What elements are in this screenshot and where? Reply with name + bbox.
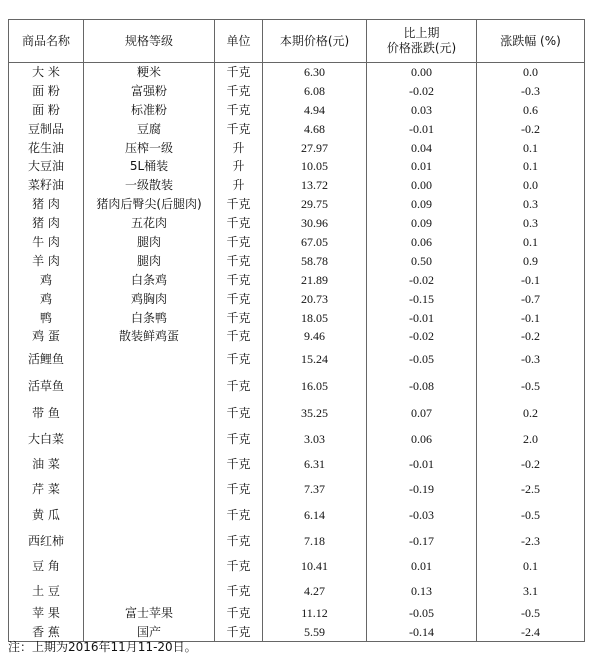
price-cell: 29.75 — [263, 195, 367, 214]
unit-cell: 千克 — [215, 327, 263, 346]
table-row — [9, 101, 585, 120]
spec-cell: 压榨一级 — [84, 139, 215, 158]
spec-cell: 五花肉 — [84, 214, 215, 233]
spec-cell: 一级散装 — [84, 176, 215, 195]
table-row — [9, 195, 585, 214]
unit-cell: 升 — [215, 157, 263, 176]
header-product-name: 商品名称 — [9, 20, 84, 63]
product-name-cell: 豆 角 — [9, 554, 84, 579]
price-cell: 10.05 — [263, 157, 367, 176]
change-cell: 0.00 — [367, 63, 477, 82]
percent-cell: -0.3 — [477, 82, 585, 101]
price-cell: 7.37 — [263, 477, 367, 502]
product-name-cell: 香 蕉 — [9, 623, 84, 642]
spec-cell: 鸡胸肉 — [84, 290, 215, 309]
spec-cell — [84, 529, 215, 554]
unit-cell: 千克 — [215, 400, 263, 427]
spec-cell: 白条鸭 — [84, 309, 215, 328]
spec-cell: 散装鲜鸡蛋 — [84, 327, 215, 346]
spec-cell — [84, 427, 215, 452]
product-name-cell: 鸡 — [9, 271, 84, 290]
product-name-cell: 鸭 — [9, 309, 84, 328]
price-cell: 27.97 — [263, 139, 367, 158]
unit-cell: 千克 — [215, 233, 263, 252]
product-name-cell: 鸡 — [9, 290, 84, 309]
table-row — [9, 252, 585, 271]
percent-cell: -2.3 — [477, 529, 585, 554]
header-change-percent: 涨跌幅 (%) — [477, 20, 585, 63]
change-cell: 0.09 — [367, 214, 477, 233]
unit-cell: 千克 — [215, 195, 263, 214]
unit-cell: 千克 — [215, 252, 263, 271]
spec-cell: 猪肉后臀尖(后腿肉) — [84, 195, 215, 214]
price-cell: 4.68 — [263, 120, 367, 139]
table-row — [9, 346, 585, 373]
unit-cell: 千克 — [215, 346, 263, 373]
price-cell: 15.24 — [263, 346, 367, 373]
table-row — [9, 82, 585, 101]
percent-cell: 0.9 — [477, 252, 585, 271]
spec-cell — [84, 579, 215, 604]
product-name-cell: 菜籽油 — [9, 176, 84, 195]
spec-cell: 国产 — [84, 623, 215, 642]
price-cell: 30.96 — [263, 214, 367, 233]
table-row — [9, 554, 585, 579]
percent-cell: 0.1 — [477, 157, 585, 176]
spec-cell — [84, 373, 215, 400]
spec-cell: 腿肉 — [84, 233, 215, 252]
percent-cell: -0.7 — [477, 290, 585, 309]
spec-cell — [84, 346, 215, 373]
unit-cell: 千克 — [215, 452, 263, 477]
product-name-cell: 大 米 — [9, 63, 84, 82]
price-cell: 7.18 — [263, 529, 367, 554]
unit-cell: 千克 — [215, 120, 263, 139]
price-cell: 6.08 — [263, 82, 367, 101]
percent-cell: -0.5 — [477, 373, 585, 400]
change-cell: 0.09 — [367, 195, 477, 214]
table-row — [9, 529, 585, 554]
change-cell: 0.04 — [367, 139, 477, 158]
percent-cell: -0.2 — [477, 120, 585, 139]
unit-cell: 千克 — [215, 579, 263, 604]
header-price-change-line2: 价格涨跌(元) — [386, 41, 457, 55]
spec-cell: 5L桶装 — [84, 157, 215, 176]
change-cell: -0.01 — [367, 120, 477, 139]
percent-cell: -2.5 — [477, 477, 585, 502]
footnote: 注：上期为2016年11月11-20日。 — [8, 640, 197, 654]
change-cell: -0.05 — [367, 604, 477, 623]
unit-cell: 升 — [215, 139, 263, 158]
percent-cell: -0.1 — [477, 309, 585, 328]
unit-cell: 千克 — [215, 309, 263, 328]
change-cell: 0.06 — [367, 427, 477, 452]
table-row — [9, 579, 585, 604]
table-row — [9, 139, 585, 158]
spec-cell — [84, 477, 215, 502]
unit-cell: 千克 — [215, 63, 263, 82]
product-name-cell: 活草鱼 — [9, 373, 84, 400]
change-cell: -0.17 — [367, 529, 477, 554]
price-cell: 10.41 — [263, 554, 367, 579]
product-name-cell: 鸡 蛋 — [9, 327, 84, 346]
header-row — [9, 20, 585, 63]
table-row — [9, 604, 585, 623]
change-cell: 0.13 — [367, 579, 477, 604]
table-row — [9, 120, 585, 139]
table-row — [9, 373, 585, 400]
spec-cell — [84, 400, 215, 427]
unit-cell: 千克 — [215, 290, 263, 309]
unit-cell: 千克 — [215, 271, 263, 290]
change-cell: -0.01 — [367, 452, 477, 477]
table-row — [9, 309, 585, 328]
change-cell: 0.00 — [367, 176, 477, 195]
table-row — [9, 400, 585, 427]
percent-cell: -0.1 — [477, 271, 585, 290]
unit-cell: 千克 — [215, 214, 263, 233]
product-name-cell: 油 菜 — [9, 452, 84, 477]
table-row — [9, 477, 585, 502]
price-cell: 6.30 — [263, 63, 367, 82]
spec-cell: 粳米 — [84, 63, 215, 82]
header-price-change — [367, 20, 477, 63]
price-cell: 11.12 — [263, 604, 367, 623]
product-name-cell: 带 鱼 — [9, 400, 84, 427]
change-cell: -0.02 — [367, 271, 477, 290]
change-cell: 0.06 — [367, 233, 477, 252]
product-name-cell: 面 粉 — [9, 82, 84, 101]
percent-cell: 0.6 — [477, 101, 585, 120]
table-row — [9, 233, 585, 252]
change-cell: 0.50 — [367, 252, 477, 271]
table-row — [9, 214, 585, 233]
price-cell: 35.25 — [263, 400, 367, 427]
change-cell: 0.01 — [367, 157, 477, 176]
product-name-cell: 黄 瓜 — [9, 502, 84, 529]
price-cell: 67.05 — [263, 233, 367, 252]
product-name-cell: 面 粉 — [9, 101, 84, 120]
percent-cell: 0.3 — [477, 195, 585, 214]
percent-cell: 0.1 — [477, 233, 585, 252]
table-row — [9, 452, 585, 477]
unit-cell: 千克 — [215, 101, 263, 120]
price-cell: 6.14 — [263, 502, 367, 529]
header-current-price: 本期价格(元) — [263, 20, 367, 63]
percent-cell: 0.1 — [477, 139, 585, 158]
unit-cell: 千克 — [215, 604, 263, 623]
spec-cell: 标准粉 — [84, 101, 215, 120]
price-cell: 4.27 — [263, 579, 367, 604]
unit-cell: 千克 — [215, 502, 263, 529]
price-cell: 5.59 — [263, 623, 367, 642]
change-cell: -0.15 — [367, 290, 477, 309]
percent-cell: 0.0 — [477, 176, 585, 195]
change-cell: -0.14 — [367, 623, 477, 642]
price-cell: 4.94 — [263, 101, 367, 120]
unit-cell: 千克 — [215, 554, 263, 579]
spec-cell: 豆腐 — [84, 120, 215, 139]
percent-cell: -0.3 — [477, 346, 585, 373]
price-table — [8, 19, 585, 642]
header-spec-grade: 规格等级 — [84, 20, 215, 63]
price-cell: 6.31 — [263, 452, 367, 477]
table-row — [9, 63, 585, 82]
table-row — [9, 502, 585, 529]
product-name-cell: 大豆油 — [9, 157, 84, 176]
percent-cell: 0.1 — [477, 554, 585, 579]
percent-cell: 0.0 — [477, 63, 585, 82]
unit-cell: 千克 — [215, 373, 263, 400]
table-row — [9, 176, 585, 195]
unit-cell: 千克 — [215, 529, 263, 554]
product-name-cell: 猪 肉 — [9, 195, 84, 214]
header-unit: 单位 — [215, 20, 263, 63]
percent-cell: -0.2 — [477, 452, 585, 477]
spec-cell: 腿肉 — [84, 252, 215, 271]
product-name-cell: 豆制品 — [9, 120, 84, 139]
product-name-cell: 土 豆 — [9, 579, 84, 604]
product-name-cell: 猪 肉 — [9, 214, 84, 233]
percent-cell: 3.1 — [477, 579, 585, 604]
change-cell: -0.02 — [367, 82, 477, 101]
percent-cell: -0.5 — [477, 604, 585, 623]
table-row — [9, 427, 585, 452]
price-cell: 13.72 — [263, 176, 367, 195]
product-name-cell: 花生油 — [9, 139, 84, 158]
table-row — [9, 157, 585, 176]
percent-cell: 0.2 — [477, 400, 585, 427]
product-name-cell: 羊 肉 — [9, 252, 84, 271]
change-cell: -0.02 — [367, 327, 477, 346]
change-cell: 0.03 — [367, 101, 477, 120]
unit-cell: 千克 — [215, 82, 263, 101]
spec-cell: 富强粉 — [84, 82, 215, 101]
percent-cell: -0.5 — [477, 502, 585, 529]
percent-cell: -2.4 — [477, 623, 585, 642]
unit-cell: 千克 — [215, 427, 263, 452]
price-cell: 9.46 — [263, 327, 367, 346]
product-name-cell: 大白菜 — [9, 427, 84, 452]
table-row — [9, 290, 585, 309]
change-cell: -0.19 — [367, 477, 477, 502]
product-name-cell: 活鲤鱼 — [9, 346, 84, 373]
change-cell: 0.07 — [367, 400, 477, 427]
price-cell: 16.05 — [263, 373, 367, 400]
price-cell: 58.78 — [263, 252, 367, 271]
change-cell: 0.01 — [367, 554, 477, 579]
percent-cell: 2.0 — [477, 427, 585, 452]
unit-cell: 千克 — [215, 477, 263, 502]
table-body — [9, 63, 585, 642]
table-row — [9, 327, 585, 346]
change-cell: -0.05 — [367, 346, 477, 373]
spec-cell — [84, 502, 215, 529]
price-cell: 18.05 — [263, 309, 367, 328]
spec-cell — [84, 452, 215, 477]
unit-cell: 升 — [215, 176, 263, 195]
product-name-cell: 牛 肉 — [9, 233, 84, 252]
table-row — [9, 271, 585, 290]
spec-cell: 富士苹果 — [84, 604, 215, 623]
price-cell: 20.73 — [263, 290, 367, 309]
change-cell: -0.03 — [367, 502, 477, 529]
header-price-change-line1: 比上期 — [403, 26, 440, 40]
product-name-cell: 苹 果 — [9, 604, 84, 623]
percent-cell: 0.3 — [477, 214, 585, 233]
change-cell: -0.08 — [367, 373, 477, 400]
spec-cell: 白条鸡 — [84, 271, 215, 290]
percent-cell: -0.2 — [477, 327, 585, 346]
price-cell: 3.03 — [263, 427, 367, 452]
product-name-cell: 西红柿 — [9, 529, 84, 554]
unit-cell: 千克 — [215, 623, 263, 642]
spec-cell — [84, 554, 215, 579]
change-cell: -0.01 — [367, 309, 477, 328]
product-name-cell: 芹 菜 — [9, 477, 84, 502]
price-cell: 21.89 — [263, 271, 367, 290]
